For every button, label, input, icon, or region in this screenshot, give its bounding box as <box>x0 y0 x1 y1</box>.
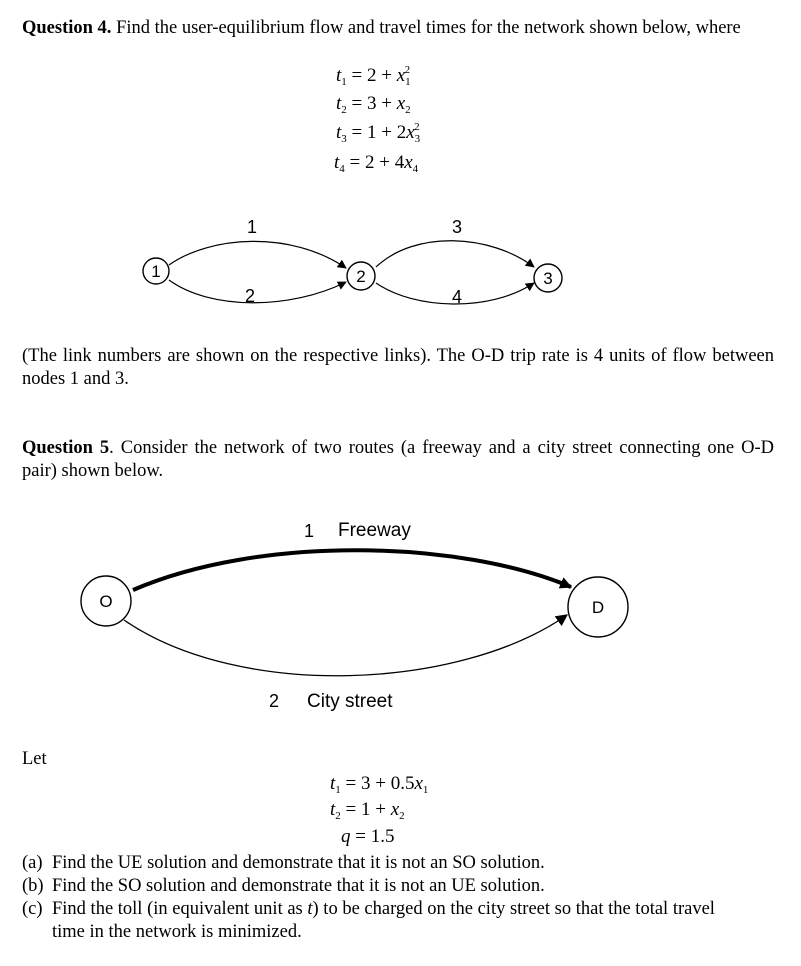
q4-link-3 <box>376 241 534 267</box>
q5-city-street-route <box>124 615 567 676</box>
q5-text: . Consider the network of two routes (a freeway and a city street connecting one O-D pair) shown below. <box>22 438 774 481</box>
svg-text:3: 3 <box>543 269 553 288</box>
q5-part-b-label: (b) <box>22 876 44 896</box>
q5-route-diagram <box>0 510 801 725</box>
q5-heading: Question 5 <box>22 438 110 458</box>
q5-route1-number: 1 <box>303 521 315 541</box>
q4-equation-1: $t_1 = 2 + x_1^2$ <box>336 64 411 88</box>
q4-node-2 <box>347 262 375 290</box>
q5-part-b-text: Find the SO solution and demonstrate that it is not an UE solution. <box>52 876 545 896</box>
q5-part-c-label: (c) <box>22 899 43 919</box>
q4-text: Find the user-equilibrium flow and travel times for the network shown below, where <box>116 18 741 38</box>
q4-equation-2: $t_2 = 3 + x_2$ <box>336 93 411 116</box>
q5-part-c: (c) Find the toll (in equivalent unit as t) to be charged on the city street so that the total travel <box>22 899 715 919</box>
q4-link-2 <box>169 280 346 303</box>
q5-origin-node <box>81 576 131 626</box>
q4-heading: Question 4. <box>22 18 112 38</box>
q5-part-a-label: (a) <box>22 853 43 873</box>
svg-text:O: O <box>99 592 113 611</box>
q4-link-1 <box>169 241 346 268</box>
q4-link-label-4: 4 <box>451 287 463 307</box>
q5-destination-node <box>568 577 628 637</box>
q5-route2-name: City street <box>307 691 393 712</box>
q4-prompt <box>22 17 774 40</box>
q5-route2-number: 2 <box>268 691 280 711</box>
q5-equation-2: $t_2 = 1 + x_2$ <box>330 799 405 822</box>
q4-note: (The link numbers are shown on the respective links). The O-D trip rate is 4 units of flow between nodes 1 and 3. <box>22 346 774 389</box>
q4-network-diagram <box>0 205 801 315</box>
svg-text:D: D <box>591 598 605 617</box>
q5-part-a <box>22 852 782 875</box>
q4-link-label-1: 1 <box>246 217 258 237</box>
q5-part-b <box>22 875 782 898</box>
q4-node-1 <box>143 258 169 284</box>
svg-text:2: 2 <box>356 267 366 286</box>
q5-equation-3: q = 1.5 <box>341 826 395 847</box>
q5-part-a-text: Find the UE solution and demonstrate that it is not an SO solution. <box>52 853 545 873</box>
q4-link-label-3: 3 <box>451 217 463 237</box>
svg-text:1: 1 <box>151 262 161 281</box>
q5-freeway-route <box>133 550 571 590</box>
q5-route1-name: Freeway <box>338 520 411 541</box>
q5-prompt <box>22 437 774 483</box>
q4-link-label-2: 2 <box>244 286 256 306</box>
q4-equation-3: $t_3 = 1 + 2x_3^2$ <box>336 121 421 145</box>
q5-equation-1: $t_1 = 3 + 0.5x_1$ <box>330 773 429 796</box>
q5-part-c-continued: time in the network is minimized. <box>52 922 302 942</box>
q4-node-3 <box>534 264 562 292</box>
q5-let: Let <box>22 749 47 769</box>
q4-equation-4: $t_4 = 2 + 4x_4$ <box>334 152 419 175</box>
